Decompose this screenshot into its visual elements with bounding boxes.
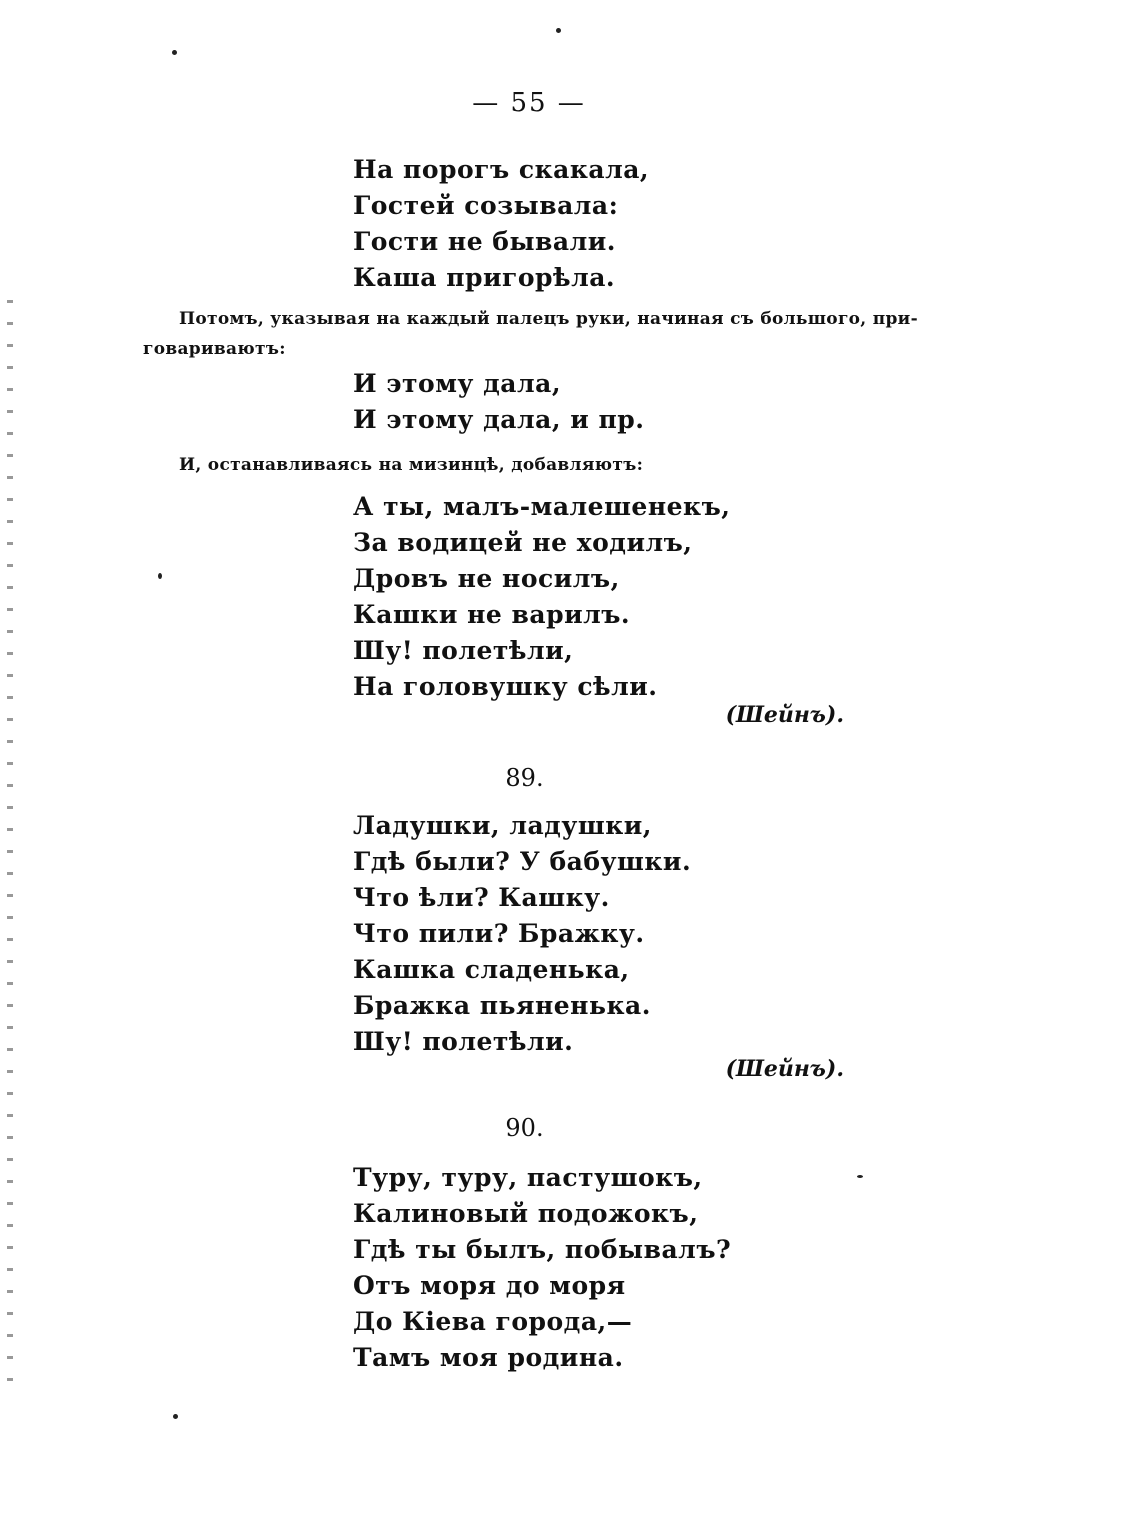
stanza-3 [353, 489, 730, 705]
verse-line: А ты, малъ-малешенекъ, [353, 492, 731, 521]
instruction-paragraph-1 [143, 304, 923, 364]
instruction-paragraph-2 [143, 450, 923, 480]
verse-line: Кашка сладенька, [353, 955, 630, 984]
verse-line: Отъ моря до моря [353, 1271, 626, 1300]
poem-number: 90. [505, 1114, 544, 1142]
verse-line: Дровъ не носилъ, [353, 564, 620, 593]
verse-line: Каша пригорѣла. [353, 263, 616, 292]
verse-line: На порогъ скакала, [353, 155, 650, 184]
scan-speck [173, 1414, 178, 1419]
verse-line: И этому дала, [353, 369, 562, 398]
verse-line: Что ѣли? Кашку. [353, 883, 610, 912]
verse-line: И этому дала, и пр. [353, 405, 645, 434]
verse-line: За водицей не ходилъ, [353, 528, 693, 557]
poem-number: 89. [505, 764, 544, 792]
verse-line: Ладушки, ладушки, [353, 811, 653, 840]
verse-line: Бражка пьяненька. [353, 991, 651, 1020]
instruction-line: И, останавливаясь на мизинцѣ, добавляютъ: [179, 455, 644, 475]
scan-speck [556, 28, 561, 33]
verse-line: Тамъ моя родина. [353, 1343, 624, 1372]
verse-line: Шу! полетѣли. [353, 1027, 574, 1056]
verse-line: Калиновый подожокъ, [353, 1199, 699, 1228]
verse-line: Кашки не варилъ. [353, 600, 631, 629]
poem-90 [353, 1160, 731, 1376]
scan-speck [172, 50, 177, 55]
verse-line: До Кіева города,— [353, 1307, 633, 1336]
verse-line: На головушку сѣли. [353, 672, 658, 701]
verse-line: Шу! полетѣли, [353, 636, 574, 665]
scan-edge-marks [7, 300, 13, 1400]
scan-speck [857, 1175, 863, 1178]
scan-speck [158, 573, 162, 579]
poem-89 [353, 808, 691, 1060]
source-attribution: (Шейнъ). [725, 1056, 844, 1082]
verse-line: Туру, туру, пастушокъ, [353, 1163, 703, 1192]
verse-line: Что пили? Бражку. [353, 919, 645, 948]
verse-line: Гости не бывали. [353, 227, 616, 256]
stanza-2 [353, 366, 644, 438]
page-number: — 55 — [472, 88, 586, 118]
verse-line: Гдѣ были? У бабушки. [353, 847, 692, 876]
verse-line: Гдѣ ты былъ, побывалъ? [353, 1235, 732, 1264]
stanza-1 [353, 152, 649, 296]
instruction-line: Потомъ, указывая на каждый палецъ руки, начиная съ большого, при- [179, 309, 918, 329]
verse-line: Гостей созывала: [353, 191, 619, 220]
instruction-line: говариваютъ: [143, 339, 286, 359]
source-attribution: (Шейнъ). [725, 702, 844, 728]
